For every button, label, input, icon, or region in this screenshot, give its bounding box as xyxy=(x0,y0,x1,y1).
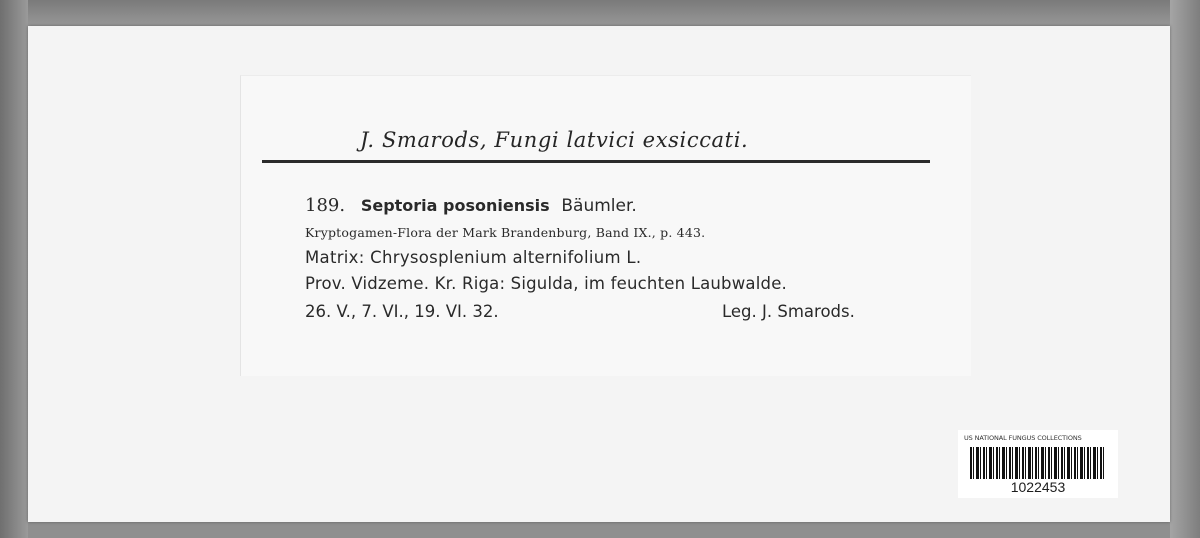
scan-backdrop-right xyxy=(1170,0,1200,538)
barcode-number: 1022453 xyxy=(1010,479,1066,495)
barcode-icon xyxy=(970,447,1104,479)
label-title: J. Smarods, Fungi latvici exsiccati. xyxy=(360,128,749,152)
title-rule xyxy=(262,160,930,163)
specimen-number: 189. xyxy=(305,195,346,216)
collector-line: Leg. J. Smarods. xyxy=(722,302,855,321)
collection-dates: 26. V., 7. VI., 19. VI. 32. xyxy=(305,302,499,321)
scan-backdrop-left xyxy=(0,0,28,538)
barcode-caption: US NATIONAL FUNGUS COLLECTIONS xyxy=(964,434,1082,442)
species-author: Bäumler. xyxy=(561,196,637,216)
matrix-line: Matrix: Chrysosplenium alternifolium L. xyxy=(305,248,642,267)
barcode-label xyxy=(958,430,1118,498)
literature-reference: Kryptogamen-Flora der Mark Brandenburg, Band IX., p. 443. xyxy=(305,225,706,240)
specimen-line xyxy=(305,195,637,216)
locality-line: Prov. Vidzeme. Kr. Riga: Sigulda, im feuchten Laubwalde. xyxy=(305,274,787,293)
species-name: Septoria posoniensis xyxy=(360,196,550,215)
